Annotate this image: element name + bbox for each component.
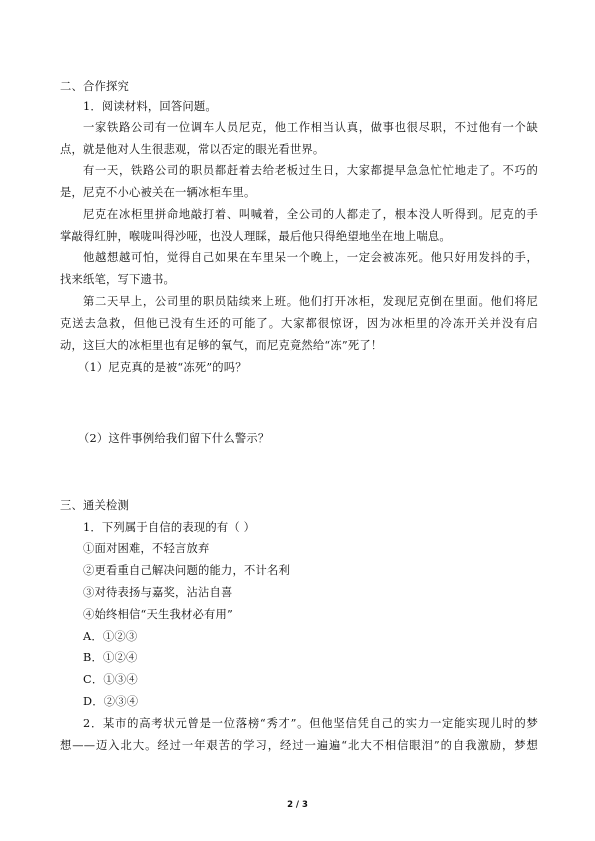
- paragraph-3-line-1: 尼克在冰柜里拼命地敲打着、叫喊着，全公司的人都走了，根本没人听得到。尼克的手: [83, 208, 538, 221]
- option-c: C．①③④: [83, 673, 138, 686]
- option-a: A．①②③: [83, 630, 138, 643]
- statement-item-4: ④始终相信“天生我材必有用”: [83, 608, 233, 621]
- paragraph-5-line-1: 第二天早上，公司里的职员陆续来上班。他们打开冰柜，发现尼克倒在里面。他们将尼: [83, 295, 538, 308]
- paragraph-1-line-1: 一家铁路公司有一位调车人员尼克，他工作相当认真，做事也很尽职，不过他有一个缺: [83, 121, 538, 134]
- check-question-1: 1．下列属于自信的表现的有（ ）: [83, 521, 256, 534]
- question-1-title: 1．阅读材料，回答问题。: [83, 100, 217, 113]
- paragraph-3-line-2: 掌敲得红肿，喉咙叫得沙哑，也没人理睬，最后他只得绝望地坐在地上喘息。: [60, 230, 451, 243]
- check-question-2-line-1: 2．某市的高考状元曾是一位落榜“秀才”。但他坚信凭自己的实力一定能实现儿时的梦: [83, 717, 538, 730]
- sub-question-2: （2）这件事例给我们留下什么警示？: [78, 432, 270, 445]
- sub-question-1: （1）尼克真的是被“冻死”的吗？: [78, 361, 247, 374]
- option-d: D．②③④: [83, 695, 139, 708]
- section-heading-level-check: 三、通关检测: [60, 499, 129, 512]
- paragraph-2-line-2: 是，尼克不小心被关在一辆冰柜车里。: [60, 186, 256, 199]
- paragraph-2-line-1: 有一天，铁路公司的职员都赶着去给老板过生日，大家都提早急急忙忙地走了。不巧的: [83, 164, 538, 177]
- paragraph-4-line-1: 他越想越可怕，觉得自己如果在车里呆一个晚上，一定会被冻死。他只好用发抖的手，: [83, 251, 538, 264]
- option-b: B．①②④: [83, 651, 138, 664]
- statement-item-3: ③对待表扬与嘉奖，沾沾自喜: [83, 586, 233, 599]
- paragraph-1-line-2: 点，就是他对人生很悲观，常以否定的眼光看世界。: [60, 143, 325, 156]
- statement-item-1: ①面对困难，不轻言放弃: [83, 542, 210, 555]
- paragraph-4-line-2: 找来纸笔，写下遗书。: [60, 273, 175, 286]
- paragraph-5-line-3: 动，这巨大的冰柜里也有足够的氧气，而尼克竟然给“冻”死了！: [60, 339, 383, 352]
- paragraph-5-line-2: 克送去急救，但他已没有生还的可能了。大家都很惊讶，因为冰柜里的冷冻开关并没有启: [60, 317, 538, 330]
- check-question-2-line-2: 想——迈入北大。经过一年艰苦的学习，经过一遍遍“北大不相信眼泪”的自我激励，梦想: [60, 739, 538, 752]
- page-number: 2 / 3: [287, 800, 308, 810]
- statement-item-2: ②更看重自己解决问题的能力，不计名利: [83, 564, 290, 577]
- section-heading-cooperative-inquiry: 二、合作探究: [60, 80, 129, 93]
